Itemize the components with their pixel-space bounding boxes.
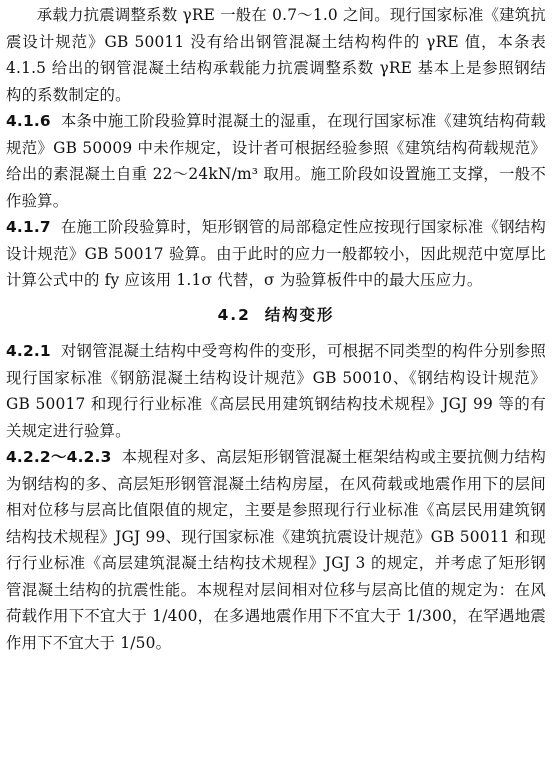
clause-4-1-7: [6, 214, 546, 294]
clause-number: 4.2.1: [6, 342, 51, 360]
section-heading: [6, 302, 546, 329]
clause-number: 4.2.2～4.2.3: [6, 448, 112, 466]
paragraph-text: 承载力抗震调整系数 γRE 一般在 0.7～1.0 之间。现行国家标准《建筑抗震设计规范》GB 50011 没有给出钢管混凝土结构构件的 γRE 值，本条表 4.1.5 给出的钢管混凝土结构承载能力抗震调整系数 γRE 基本上是参照钢结构的系数制定的。: [6, 6, 546, 104]
clause-text: 在施工阶段验算时，矩形钢管的局部稳定性应按现行国家标准《钢结构设计规范》GB 50017 验算。由于此时的应力一般都较小，因此规范中宽厚比计算公式中的 fy 应该用 1.1σ 代替，σ 为验算板件中的最大压应力。: [6, 218, 546, 289]
clause-number: 4.1.7: [6, 218, 51, 236]
clause-number: 4.1.6: [6, 112, 51, 130]
section-title: 结构变形: [264, 305, 335, 324]
paragraph-4-1-5-continuation: [6, 2, 546, 108]
clause-text: 对钢管混凝土结构中受弯构件的变形，可根据不同类型的构件分别参照现行国家标准《钢筋混凝土结构设计规范》GB 50010、《钢结构设计规范》GB 50017 和现行行业标准《高层民用建筑钢结构技术规程》JGJ 99 等的有关规定进行验算。: [6, 342, 546, 440]
section-number: 4.2: [217, 305, 251, 324]
clause-text: 本条中施工阶段验算时混凝土的湿重，在现行国家标准《建筑结构荷载规范》GB 50009 中未作规定，设计者可根据经验参照《建筑结构荷载规范》给出的素混凝土自重 22～24kN/m³ 取用。施工阶段如设置施工支撑，一般不作验算。: [6, 112, 546, 210]
clause-4-2-1: [6, 338, 546, 444]
clause-4-1-6: [6, 108, 546, 214]
clause-text: 本规程对多、高层矩形钢管混凝土框架结构或主要抗侧力结构为钢结构的多、高层矩形钢管混凝土结构房屋，在风荷载或地震作用下的层间相对位移与层高比值限值的规定，主要是参照现行行业标准《高层民用建筑钢结构技术规程》JGJ 99、现行国家标准《建筑抗震设计规范》GB 50011 和现行行业标准《高层建筑混凝土结构技术规程》JGJ 3 的规定，并考虑了矩形钢管混凝土结构的抗震性能。本规程对层间相对位移与层高比值的规定为：在风荷载作用下不宜大于 1/400，在多遇地震作用下不宜大于 1/300，在罕遇地震作用下不宜大于 1/50。: [6, 448, 546, 652]
clause-4-2-2-to-4-2-3: [6, 444, 546, 656]
